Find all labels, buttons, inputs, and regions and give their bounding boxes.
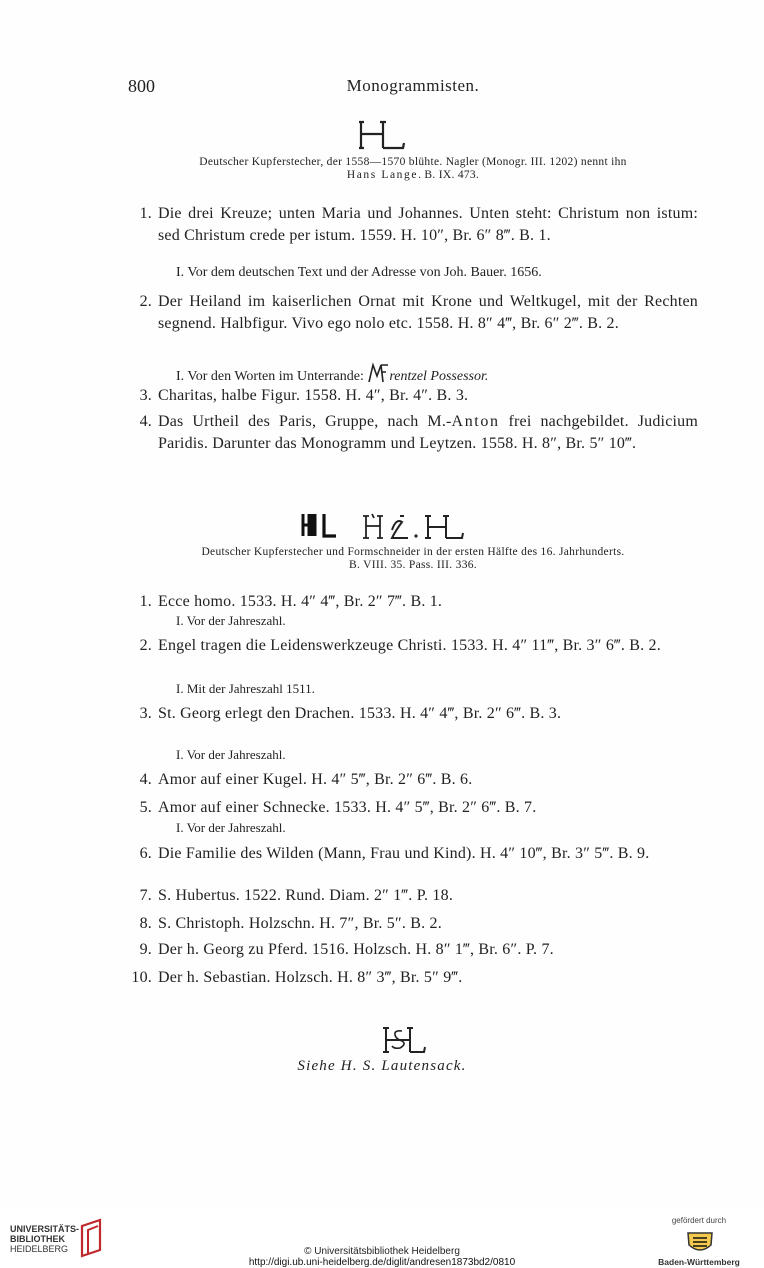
entry-number: 5. [139,799,152,816]
entry-note: I. Vor der Jahreszahl. [176,613,286,628]
entry-note: I. Vor der Jahreszahl. [176,747,286,762]
digitization-footer [0,1210,764,1268]
caption-line: Deutscher Kupferstecher und Formschneider in der ersten Hälfte des 16. Jahrhunderts. [201,546,625,558]
list-item [118,769,698,791]
monogram-hl-variants [300,508,520,542]
entry-text: Die Familie des Wilden (Mann, Frau und Kind). H. 4″ 10‴, Br. 3″ 5‴. B. 9. [158,845,650,862]
entry-text: Der h. Georg zu Pferd. 1516. Holzsch. H. 8″ 1‴, Br. 6″. P. 7. [158,941,554,958]
entry-text: Ecce homo. 1533. H. 4″ 4‴, Br. 2″ 7‴. B. 1. [158,593,443,610]
entry-number: 3. [139,705,152,722]
note-italic: rentzel Possessor. [389,369,489,384]
list-item [118,203,698,269]
list-item [118,635,698,679]
section2-caption [128,546,698,572]
page-number: 800 [128,76,155,96]
entry-text: S. Christoph. Holzschn. H. 7″, Br. 5″. B. 2. [158,915,442,932]
entry-number: 1. [139,205,152,222]
entry-text: Die drei Kreuze; unten Maria und Johannes. Unten steht: Christum non istum: sed Christum crede per istum. 1559. H. 10″, Br. 6″ 8‴. B. 1. [158,205,698,244]
list-item [118,939,698,961]
copyright: © Universitätsbibliothek Heidelberg [304,1246,460,1257]
list-item [118,843,698,887]
list-item [118,885,698,907]
list-item [118,291,698,357]
entry-number: 4. [139,413,152,430]
monogram-hl [355,118,409,154]
entry-number: 1. [139,593,152,610]
entry-number: 8. [139,915,152,932]
entry-number: 2. [139,293,152,310]
funded-by-label: gefördert durch [671,1216,727,1225]
entry-text: Amor auf einer Kugel. H. 4″ 5‴, Br. 2″ 6‴. B. 6. [158,771,473,788]
entry-text: Engel tragen die Leidenswerkzeuge Christi. 1533. H. 4″ 11‴, Br. 3″ 6‴. B. 2. [158,637,661,654]
page-header [128,76,698,100]
entry-text-spaced: Anton [451,413,500,430]
list-item [118,913,698,935]
entry-note [176,362,696,386]
artist-name: Hans Lange [346,169,419,181]
entry-number: 4. [139,771,152,788]
list-item [118,703,698,747]
state-name: Baden-Württemberg [658,1257,740,1267]
entry-text: Der Heiland im kaiserlichen Ornat mit Krone und Weltkugel, mit der Rechten segnend. Halbfigur. Vivo ego nolo etc. 1558. H. 8″ 4‴, Br. 6″ 2‴. B. 2. [158,293,698,332]
entry-text: Amor auf einer Schnecke. 1533. H. 4″ 5‴, Br. 2″ 6‴. B. 7. [158,799,537,816]
entry-number: 7. [139,887,152,904]
list-item [118,411,698,477]
monogram-hsl [380,1024,430,1056]
list-item [118,967,698,989]
entry-text-part: Das Urtheil des Paris, Gruppe, nach M.- [158,413,452,430]
see-also: Siehe H. S. Lautensack. [297,1058,467,1074]
entry-text-part: frei nachgebildet. Judicium Paridis. Darunter das Monogramm und Leytzen. 1558. H. 8″, Br. 5″ 10‴. [158,413,698,452]
entry-text: Charitas, halbe Figur. 1558. H. 4″, Br. 4″. B. 3. [158,387,469,404]
caption-line: Deutscher Kupferstecher, der 1558—1570 blühte. Nagler (Monogr. III. 1202) nennt ihn [199,156,627,168]
caption-line: B. VIII. 35. Pass. III. 336. [349,559,477,571]
caption-ref: . B. IX. 473. [418,169,480,181]
entry-text: S. Hubertus. 1522. Rund. Diam. 2″ 1‴. P. 18. [158,887,454,904]
entry-number: 2. [139,637,152,654]
running-title: Monogrammisten. [346,76,480,95]
list-item [118,797,698,819]
note-prefix: I. Vor den Worten im Unterrande: [176,369,364,384]
entry-text: St. Georg erlegt den Drachen. 1533. H. 4″ 4‴, Br. 2″ 6‴. B. 3. [158,705,562,722]
caption-line [128,169,698,182]
entry-number: 9. [139,941,152,958]
entry-text: Der h. Sebastian. Holzsch. H. 8″ 3‴, Br. 5″ 9‴. [158,969,463,986]
entry-text [158,411,698,455]
list-item [118,591,698,613]
library-name-line: BIBLIOTHEK [10,1234,65,1244]
section1-caption [128,156,698,182]
state-emblem-icon [684,1227,716,1257]
entry-number: 6. [139,845,152,862]
source-url[interactable]: http://digi.ub.uni-heidelberg.de/diglit/andresen1873bd2/0810 [248,1257,516,1268]
monogram-mf [367,362,389,384]
entry-note: I. Vor dem deutschen Text und der Adresse von Joh. Bauer. 1656. [176,265,542,280]
entry-number: 10. [131,969,152,986]
entry-note: I. Vor der Jahreszahl. [176,820,286,835]
entry-note: I. Mit der Jahreszahl 1511. [176,681,315,696]
list-item [118,385,698,407]
entry-number: 3. [139,387,152,404]
library-name-line: HEIDELBERG [10,1244,69,1254]
library-name-line: UNIVERSITÄTS- [10,1224,80,1234]
